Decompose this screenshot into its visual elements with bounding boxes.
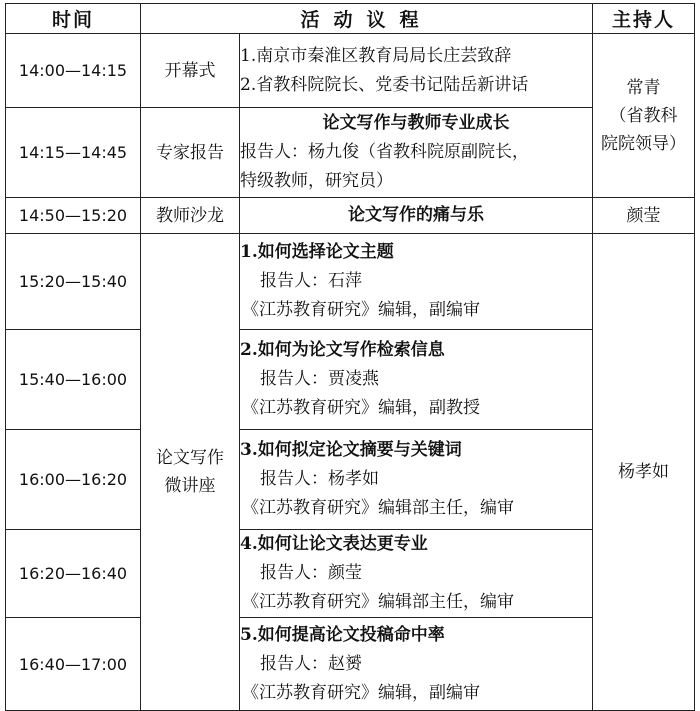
table-row	[6, 108, 695, 198]
time-cell: 16:40—17:00	[6, 618, 141, 711]
talk-title: 论文写作与教师专业成长	[322, 113, 510, 133]
content-cell	[240, 618, 593, 711]
talk-title: 2.如何为论文写作检索信息	[240, 340, 445, 360]
content-cell	[240, 34, 593, 108]
reporter-line: 报告人：贾凌燕	[260, 369, 379, 389]
affiliation-line: 《江苏教育研究》编辑，副编审	[242, 300, 480, 320]
affiliation-line: 《江苏教育研究》编辑部主任，编审	[242, 592, 514, 612]
session-cell	[141, 234, 240, 711]
session-line: 论文写作	[156, 448, 224, 468]
agenda-item: 1.南京市秦淮区教育局局长庄芸致辞	[240, 45, 512, 66]
session-cell: 专家报告	[141, 108, 240, 198]
talk-title: 5.如何提高论文投稿命中率	[240, 624, 445, 645]
session-cell: 教师沙龙	[141, 198, 240, 234]
time-cell: 15:20—15:40	[6, 234, 141, 330]
table-row	[6, 618, 695, 711]
affiliation-line: 《江苏教育研究》编辑，副编审	[242, 682, 480, 703]
agenda-item: 2.省教科院院长、党委书记陆岳新讲话	[240, 74, 529, 95]
reporter-line: 特级教师，研究员）	[240, 171, 393, 191]
talk-title: 论文写作的痛与乐	[240, 198, 593, 234]
header-row	[6, 4, 695, 34]
host-note: 院院领导）	[601, 133, 687, 154]
host-cell: 颜莹	[593, 198, 695, 234]
reporter-line: 报告人：颜莹	[260, 563, 362, 583]
header-agenda: 活动议程	[141, 4, 593, 34]
reporter-line: 报告人：赵赟	[260, 653, 362, 674]
talk-title: 4.如何让论文表达更专业	[240, 534, 428, 554]
time-cell: 16:20—16:40	[6, 530, 141, 618]
talk-title: 3.如何拟定论文摘要与关键词	[240, 440, 462, 460]
table-row	[6, 530, 695, 618]
content-cell	[240, 530, 593, 618]
host-note: （省教科	[609, 105, 678, 126]
session-line: 微讲座	[164, 476, 216, 496]
host-name: 常青	[626, 77, 661, 98]
affiliation-line: 《江苏教育研究》编辑部主任，编审	[242, 498, 514, 518]
affiliation-line: 《江苏教育研究》编辑，副教授	[242, 398, 480, 418]
content-cell	[240, 108, 593, 198]
host-cell: 杨孝如	[593, 234, 695, 711]
header-time: 时间	[6, 4, 141, 34]
agenda-table	[5, 3, 695, 711]
time-cell: 16:00—16:20	[6, 430, 141, 530]
table-row	[6, 34, 695, 108]
time-cell: 15:40—16:00	[6, 330, 141, 430]
time-cell: 14:00—14:15	[6, 34, 141, 108]
table-row	[6, 234, 695, 330]
table-row	[6, 430, 695, 530]
table-row	[6, 330, 695, 430]
time-cell: 14:15—14:45	[6, 108, 141, 198]
content-cell	[240, 234, 593, 330]
content-cell	[240, 430, 593, 530]
reporter-line: 报告人：杨九俊（省教科院原副院长，	[240, 142, 529, 162]
time-cell: 14:50—15:20	[6, 198, 141, 234]
content-cell	[240, 330, 593, 430]
talk-title: 1.如何选择论文主题	[240, 242, 394, 262]
header-host: 主持人	[593, 4, 695, 34]
session-cell: 开幕式	[141, 34, 240, 108]
reporter-line: 报告人：杨孝如	[260, 469, 379, 489]
table-row	[6, 198, 695, 234]
host-cell	[593, 34, 695, 198]
reporter-line: 报告人：石萍	[260, 271, 362, 291]
